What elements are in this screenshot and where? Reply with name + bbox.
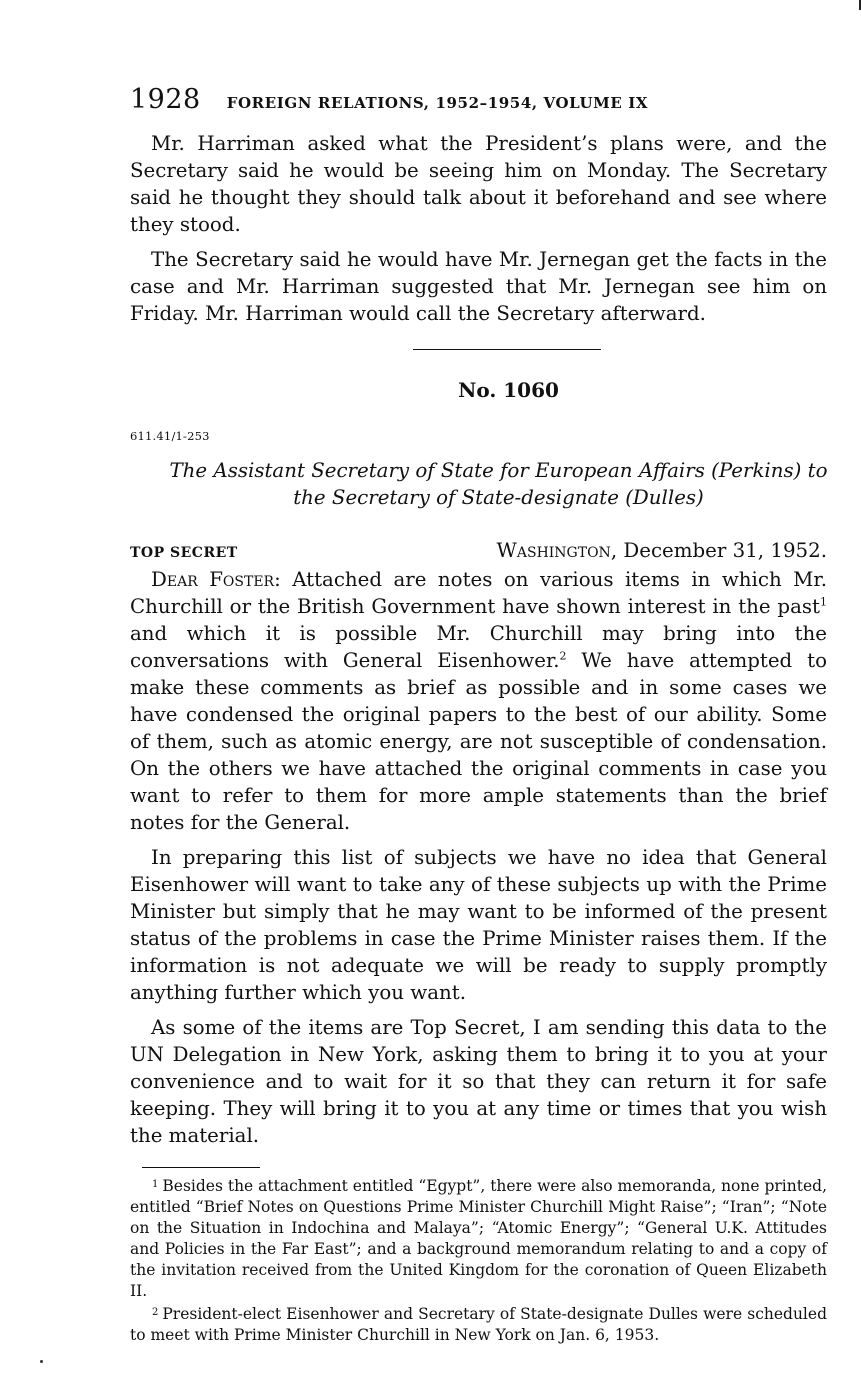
letter-paragraph: [130, 566, 827, 836]
footnote-mark: 1: [152, 1179, 159, 1190]
document-number: No. 1060: [458, 378, 559, 402]
place: Washington: [496, 539, 611, 562]
footnote: [130, 1302, 827, 1346]
letter-meta: [130, 539, 827, 562]
footnote-mark: 2: [152, 1307, 159, 1318]
date: , December 31, 1952.: [610, 539, 827, 562]
running-title: FOREIGN RELATIONS, 1952–1954, VOLUME IX: [226, 94, 649, 112]
footnote-text: Besides the attachment entitled “Egypt”, there were also memoranda, none printed, entitled “Brief Notes on Questions Prime Minister Churchill Might Raise”; “Iran”; “Note on the Situation in Indochina and Malaya”; “Atomic Energy”; “General U.K. Attitudes and Policies in the Far East”; and a background memorandum relating to and a copy of the invitation received from the United Kingdom for the coronation of Queen Elizabeth II.: [130, 1177, 827, 1300]
page-number: 1928: [130, 84, 201, 115]
running-head: [130, 84, 827, 124]
section-divider: [413, 349, 601, 350]
footnote-ref: 1: [820, 595, 827, 609]
document-heading-line: The Assistant Secretary of State for European Affairs (Perkins) to: [169, 459, 828, 482]
document-page: [130, 84, 827, 1346]
scan-speck: [40, 1360, 43, 1363]
letter-text: We have attempted to make these comments as brief as possible and in some cases we have condensed the original papers to the best of our ability. Some of them, such as atomic energy, are not susceptible of condensation. On the others we have attached the original comments in case you want to refer to them for more ample statements than the brief notes for the General.: [130, 649, 827, 834]
footnote: [130, 1174, 827, 1302]
salutation: Dear Foster: [151, 568, 275, 591]
footnote-divider: [142, 1167, 260, 1168]
letter-paragraph: In preparing this list of subjects we have no idea that General Eisenhower will want to take any of these subjects up with the Prime Minister but simply that he may want to be informed of the present status of the problems in case the Prime Minister raises them. If the information is not adequate we will be ready to supply promptly anything further which you want.: [130, 846, 827, 1004]
intro-text: [130, 130, 827, 327]
classification-label: TOP SECRET: [130, 545, 238, 561]
intro-paragraph: Mr. Harriman asked what the President’s plans were, and the Secretary said he would be seeing him on Monday. The Secretary said he thought they should talk about it beforehand and see where they stood.: [130, 132, 827, 236]
footnote-text: President-elect Eisenhower and Secretary of State-designate Dulles were scheduled to meet with Prime Minister Churchill in New York on Jan. 6, 1953.: [130, 1305, 827, 1344]
footnotes: [130, 1174, 827, 1346]
letter-text: : Attached are notes on various items in which Mr. Churchill or the British Government have shown interest in the past: [130, 568, 827, 618]
document-heading: [150, 457, 847, 511]
letter-paragraph: As some of the items are Top Secret, I am sending this data to the UN Delegation in New York, asking them to bring it to you at your convenience and to wait for it so that they can return it for safe keeping. They will bring it to you at any time or times that you wish the material.: [130, 1016, 827, 1147]
letter-text: and which it is possible Mr. Churchill may bring into the conversations with General Eisenhower.: [130, 622, 827, 672]
place-date: [497, 539, 827, 562]
footnote-ref: 2: [559, 649, 567, 663]
file-reference: 611.41/1-253: [130, 429, 210, 443]
document-heading-line: the Secretary of State-designate (Dulles): [293, 486, 704, 509]
intro-paragraph: The Secretary said he would have Mr. Jernegan get the facts in the case and Mr. Harriman suggested that Mr. Jernegan see him on Friday. Mr. Harriman would call the Secretary afterward.: [130, 248, 827, 325]
